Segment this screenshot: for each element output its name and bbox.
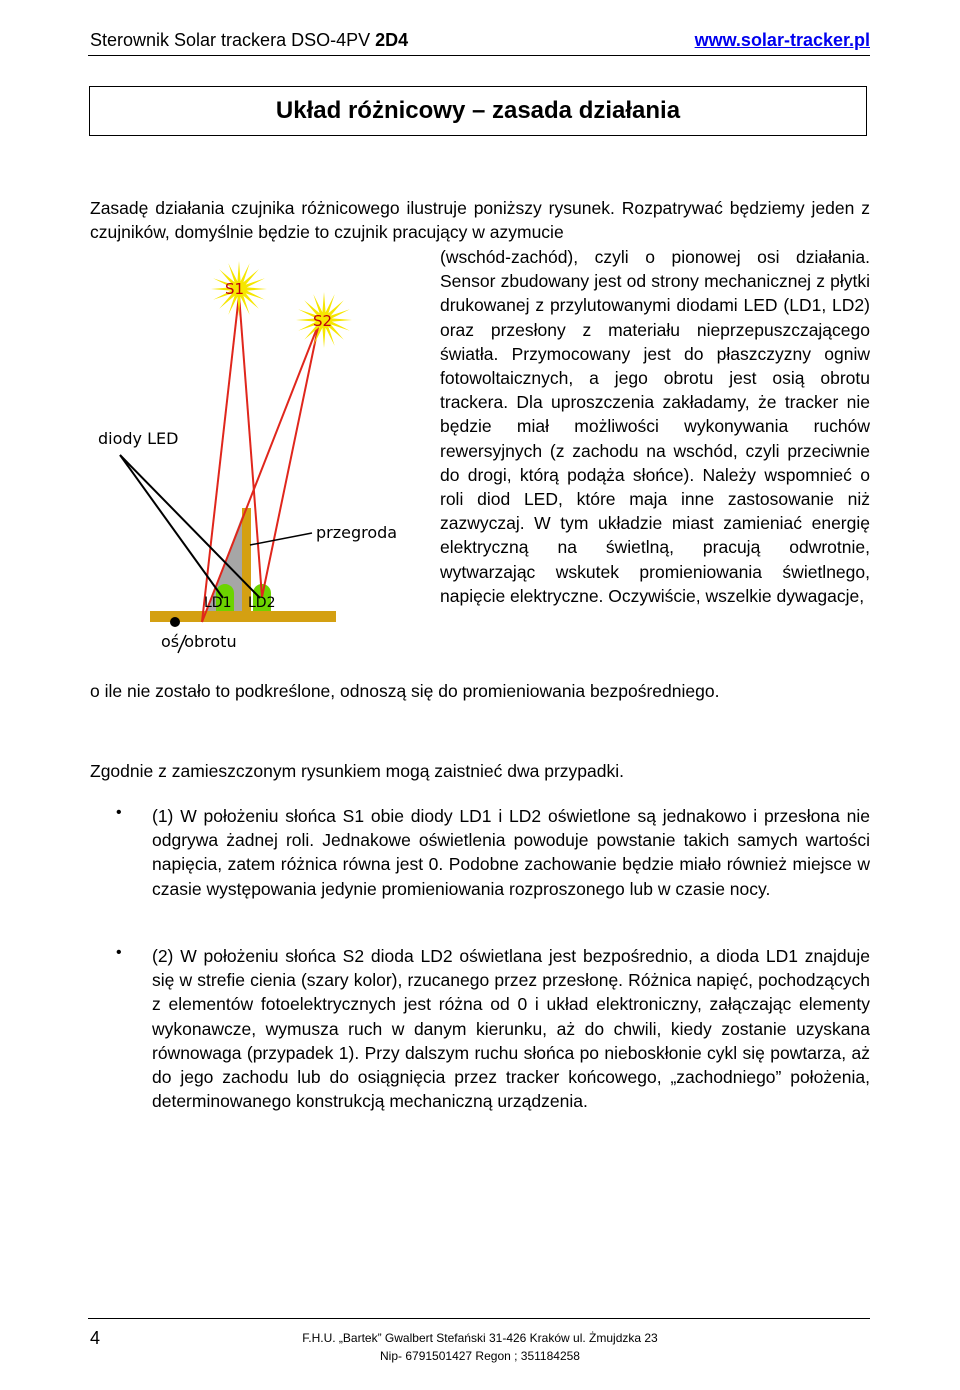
case-2-text: (2) W położeniu słońca S2 dioda LD2 oświetlana jest bezpośrednio, a dioda LD1 znajduje się w strefie cienia (szary kolor), rzucanego przez przesłonę. Różnica napięć, pochodzących z elementów fotoelektrycznych jest różna od 0 i układ elektroniczny, załączając elementy wykonawcze, wymusza ruch w danym kierunku, aż do chwili, kiedy zostanie uzyskana równowaga (przypadek 1). Przy dalszym ruchu słońca po nieboskłonie cykl się powtarza, aż do jego zachodu lub do osiągnięcia przez tracker końcowego, „zachodniego” położenia, determinowanego konstrukcją mechaniczną urządzenia. [152,946,870,1112]
header-title [90,30,408,51]
intro-paragraph-bottom [90,679,870,703]
label-diodes: diody LED [98,429,179,448]
footer-tax-ids: Nip- 6791501427 Regon ; 351184258 [380,1349,580,1363]
intro-bottom-text: o ile nie zostało to podkreślone, odnoszą się do promieniowania bezpośredniego. [90,681,720,701]
header-title-code: 2D4 [375,30,409,50]
label-ld1: LD1 [204,595,232,611]
footer-company: F.H.U. „Bartek” Gwalbert Stefański 31-426 Kraków ul. Żmujdzka 23 [302,1331,658,1345]
label-s2: S2 [313,312,333,330]
bullet-marker: • [116,804,122,821]
bullet-marker: • [116,944,122,961]
ray-s2-ld2 [262,323,319,597]
pivot-point [170,617,180,627]
case-1-text: (1) W położeniu słońca S1 obie diody LD1 i LD2 oświetlone są jednakowo i przesłona nie odgrywa żadnej roli. Jednakowe oświetlenia powoduje powstanie takich samych wartości napięcia, zatem różnica równa jest 0. Podobne zachowanie będzie miało również miejsce w czasie występowania jedynie promieniowania rozproszonego lub w czasie nocy. [152,806,870,899]
footer-divider [88,1318,870,1319]
header-divider [88,55,870,56]
label-ld2: LD2 [248,595,276,611]
label-axis: oś obrotu [161,632,237,651]
label-barrier: przegroda [316,523,398,542]
intro-paragraph-wrap: (wschód-zachód), czyli o pionowej osi działania. Sensor zbudowany jest od strony mechanicznej z płytki drukowanej z przylutowanymi diodami LED (LD1, LD2) oraz przesłony z materiału nieprzepuszczającego światła. Przymocowany jest do płaszczyzny ogniw fotowoltaicznych, a jego obrotu jest osią obrotu trackera. Dla uproszczenia zakładamy, że tracker nie będzie miał możliwości wykonywania ruchów rewersyjnych (z zachodu na wschód, czyli przeciwnie do drogi, którą podąża słońce). Należy wspomnieć o roli diod LED, które maja inne zastosowanie niż zazwyczaj. W tym układzie miast zamieniać energię elektryczną na świetlną, pracują odwrotnie, wytwarzając wskutek promieniowania świetlnego, napięcie elektryczne. Oczywiście, wszelkie dywagacje, [440,247,870,606]
page-number: 4 [90,1328,101,1348]
website-link[interactable]: www.solar-tracker.pl [694,30,870,50]
label-s1: S1 [225,280,245,298]
section-title: Układ różnicowy – zasada działania [89,86,867,136]
intro-paragraph-top: Zasadę działania czujnika różnicowego ilustruje poniższy rysunek. Rozpatrywać będziemy jeden z czujników, domyślnie będzie to czujnik pracujący w azymucie [90,198,870,243]
pointer-barrier [250,533,312,545]
sensor-diagram [80,255,430,675]
header-title-prefix: Sterownik Solar trackera DSO-4PV [90,30,376,50]
cases-intro: Zgodnie z zamieszczonym rysunkiem mogą zaistnieć dwa przypadki. [90,761,624,781]
pointer-diodes-ld1 [120,455,223,598]
